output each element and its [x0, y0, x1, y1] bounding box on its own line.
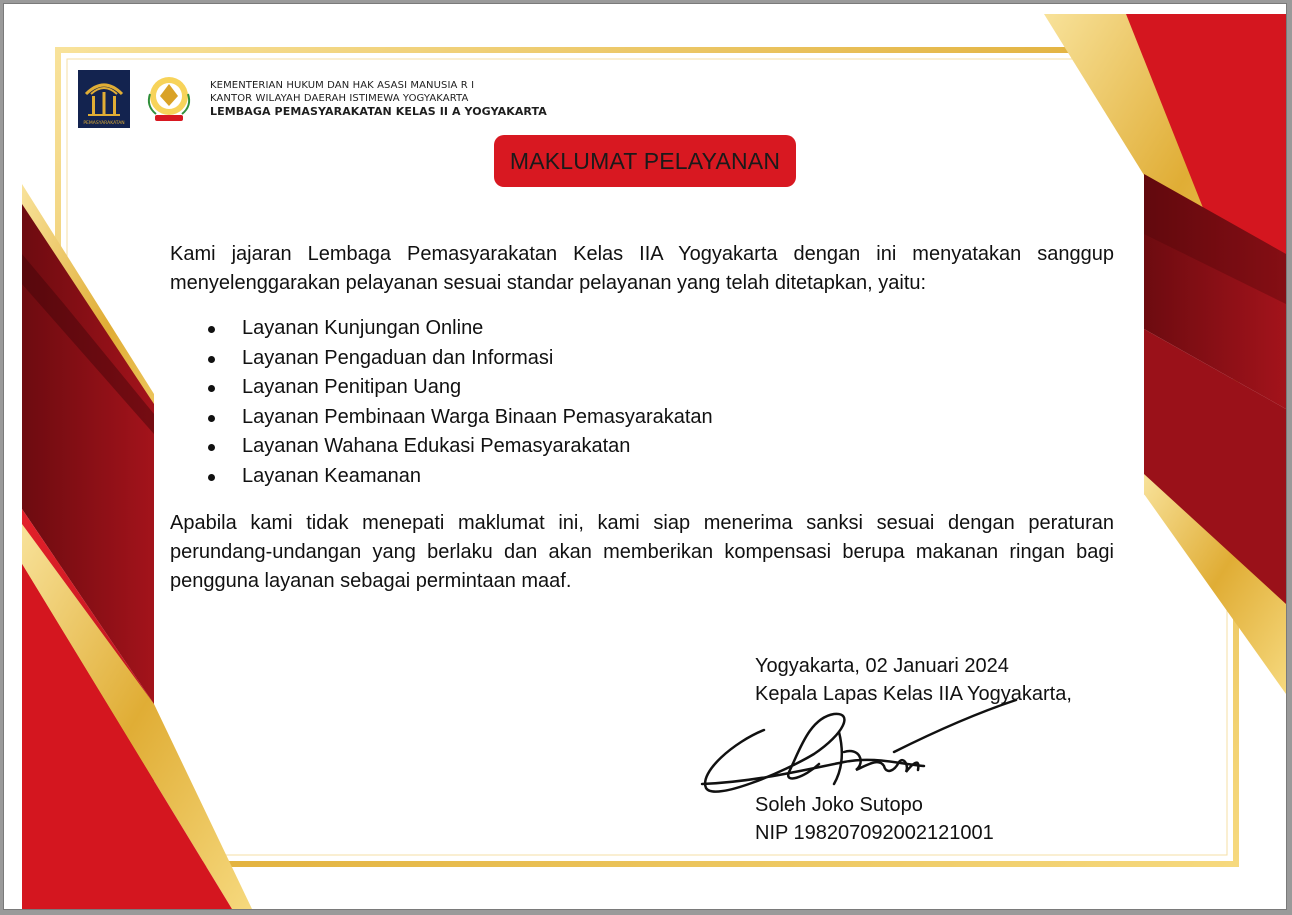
- closing-paragraph: Apabila kami tidak menepati maklumat ini, kami siap menerima sanksi sesuai dengan peraturan perundang-undangan yang berlaku dan akan memberikan kompensasi berupa makanan ringan bagi pengguna layanan sebagai permintaan maaf.: [170, 512, 1114, 592]
- signer-nip: NIP 198207092002121001: [755, 822, 994, 844]
- regional-office-line: KANTOR WILAYAH DAERAH ISTIMEWA YOGYAKARTA: [210, 93, 469, 104]
- pemasyarakatan-logo: [78, 70, 130, 128]
- signer-details: [755, 791, 994, 847]
- letterhead: [78, 70, 547, 128]
- services-list: [204, 314, 713, 492]
- list-item: Layanan Penitipan Uang: [204, 373, 713, 403]
- intro-paragraph: Kami jajaran Lembaga Pemasyarakatan Kelas IIA Yogyakarta dengan ini menyatakan sanggup menyelenggarakan pelayanan sesuai standar pelayanan yang telah ditetapkan, yaitu:: [170, 243, 1114, 294]
- signer-name: Soleh Joko Sutopo: [755, 794, 923, 816]
- place-date: Yogyakarta, 02 Januari 2024: [755, 655, 1009, 677]
- document-page: [4, 4, 1286, 909]
- pemasyarakatan-logo-text: PEMASYARAKATAN: [83, 121, 125, 126]
- list-item: Layanan Pembinaan Warga Binaan Pemasyarakatan: [204, 403, 713, 433]
- garuda-emblem-icon: [142, 72, 196, 126]
- list-item: Layanan Kunjungan Online: [204, 314, 713, 344]
- signer-position: Kepala Lapas Kelas IIA Yogyakarta,: [755, 683, 1072, 705]
- handwritten-signature: [694, 692, 1034, 807]
- pillars-emblem-icon: [78, 70, 130, 128]
- list-item: Layanan Keamanan: [204, 462, 713, 492]
- list-item: Layanan Pengaduan dan Informasi: [204, 344, 713, 374]
- list-item: Layanan Wahana Edukasi Pemasyarakatan: [204, 432, 713, 462]
- institution-line: LEMBAGA PEMASYARAKATAN KELAS II A YOGYAKARTA: [210, 105, 547, 118]
- ministry-line: KEMENTERIAN HUKUM DAN HAK ASASI MANUSIA R I: [210, 80, 475, 91]
- kemenkumham-logo: [142, 72, 196, 126]
- page-title: MAKLUMAT PELAYANAN: [494, 135, 796, 187]
